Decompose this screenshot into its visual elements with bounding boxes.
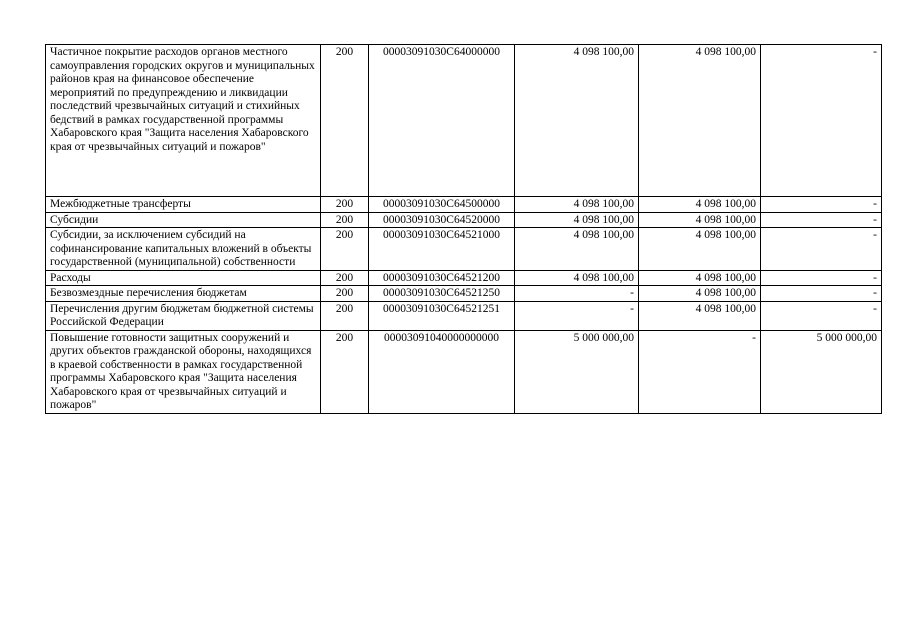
budget-classification-code-cell: 00003091030С64521200 — [369, 270, 515, 286]
line-code-cell: 200 — [321, 45, 369, 197]
table-row — [46, 197, 882, 213]
unexecuted-amount-cell: - — [761, 197, 882, 213]
expense-name-cell: Повышение готовности защитных сооружений и других объектов гражданской обороны, находящихся в краевой собственности в рамках государственной программы Хабаровского края "Защита населения Хабаровского края от чрезвычайных ситуаций и пожаров" — [46, 330, 321, 413]
line-code-cell: 200 — [321, 228, 369, 271]
table-row — [46, 286, 882, 302]
approved-amount-cell: - — [515, 286, 639, 302]
unexecuted-amount-cell: - — [761, 270, 882, 286]
unexecuted-amount-cell: - — [761, 45, 882, 197]
table-row — [46, 212, 882, 228]
approved-amount-cell: 4 098 100,00 — [515, 228, 639, 271]
budget-classification-code-cell: 00003091030С64000000 — [369, 45, 515, 197]
expense-name-cell: Частичное покрытие расходов органов местного самоуправления городских округов и муниципальных районов края на финансовое обеспечение мероприятий по предупреждению и ликвидации последствий чрезвычайных ситуаций и стихийных бедствий в рамках государственной программы Хабаровского края "Защита населения Хабаровского края от чрезвычайных ситуаций и пожаров" — [46, 45, 321, 197]
table-row — [46, 330, 882, 413]
line-code-cell: 200 — [321, 212, 369, 228]
expense-name-cell: Расходы — [46, 270, 321, 286]
unexecuted-amount-cell: 5 000 000,00 — [761, 330, 882, 413]
unexecuted-amount-cell: - — [761, 228, 882, 271]
budget-execution-table — [45, 44, 882, 414]
approved-amount-cell: 5 000 000,00 — [515, 330, 639, 413]
line-code-cell: 200 — [321, 330, 369, 413]
table-row — [46, 45, 882, 197]
budget-report-page — [45, 44, 881, 414]
approved-amount-cell: 4 098 100,00 — [515, 197, 639, 213]
budget-classification-code-cell: 00003091030С64500000 — [369, 197, 515, 213]
unexecuted-amount-cell: - — [761, 212, 882, 228]
executed-amount-cell: 4 098 100,00 — [639, 270, 761, 286]
line-code-cell: 200 — [321, 197, 369, 213]
expense-name-cell: Перечисления другим бюджетам бюджетной системы Российской Федерации — [46, 301, 321, 330]
table-row — [46, 228, 882, 271]
unexecuted-amount-cell: - — [761, 286, 882, 302]
executed-amount-cell: 4 098 100,00 — [639, 228, 761, 271]
line-code-cell: 200 — [321, 286, 369, 302]
budget-classification-code-cell: 00003091030С64521250 — [369, 286, 515, 302]
line-code-cell: 200 — [321, 270, 369, 286]
expense-name-cell: Субсидии — [46, 212, 321, 228]
expense-name-cell: Межбюджетные трансферты — [46, 197, 321, 213]
unexecuted-amount-cell: - — [761, 301, 882, 330]
executed-amount-cell: 4 098 100,00 — [639, 197, 761, 213]
executed-amount-cell: 4 098 100,00 — [639, 212, 761, 228]
budget-classification-code-cell: 00003091030С64521251 — [369, 301, 515, 330]
expense-name-cell: Субсидии, за исключением субсидий на софинансирование капитальных вложений в объекты государственной (муниципальной) собственности — [46, 228, 321, 271]
budget-classification-code-cell: 00003091040000000000 — [369, 330, 515, 413]
table-row — [46, 270, 882, 286]
executed-amount-cell: - — [639, 330, 761, 413]
line-code-cell: 200 — [321, 301, 369, 330]
budget-classification-code-cell: 00003091030С64521000 — [369, 228, 515, 271]
approved-amount-cell: - — [515, 301, 639, 330]
budget-classification-code-cell: 00003091030С64520000 — [369, 212, 515, 228]
approved-amount-cell: 4 098 100,00 — [515, 270, 639, 286]
executed-amount-cell: 4 098 100,00 — [639, 301, 761, 330]
approved-amount-cell: 4 098 100,00 — [515, 45, 639, 197]
expense-name-cell: Безвозмездные перечисления бюджетам — [46, 286, 321, 302]
table-row — [46, 301, 882, 330]
executed-amount-cell: 4 098 100,00 — [639, 286, 761, 302]
executed-amount-cell: 4 098 100,00 — [639, 45, 761, 197]
table-body — [46, 45, 882, 414]
approved-amount-cell: 4 098 100,00 — [515, 212, 639, 228]
